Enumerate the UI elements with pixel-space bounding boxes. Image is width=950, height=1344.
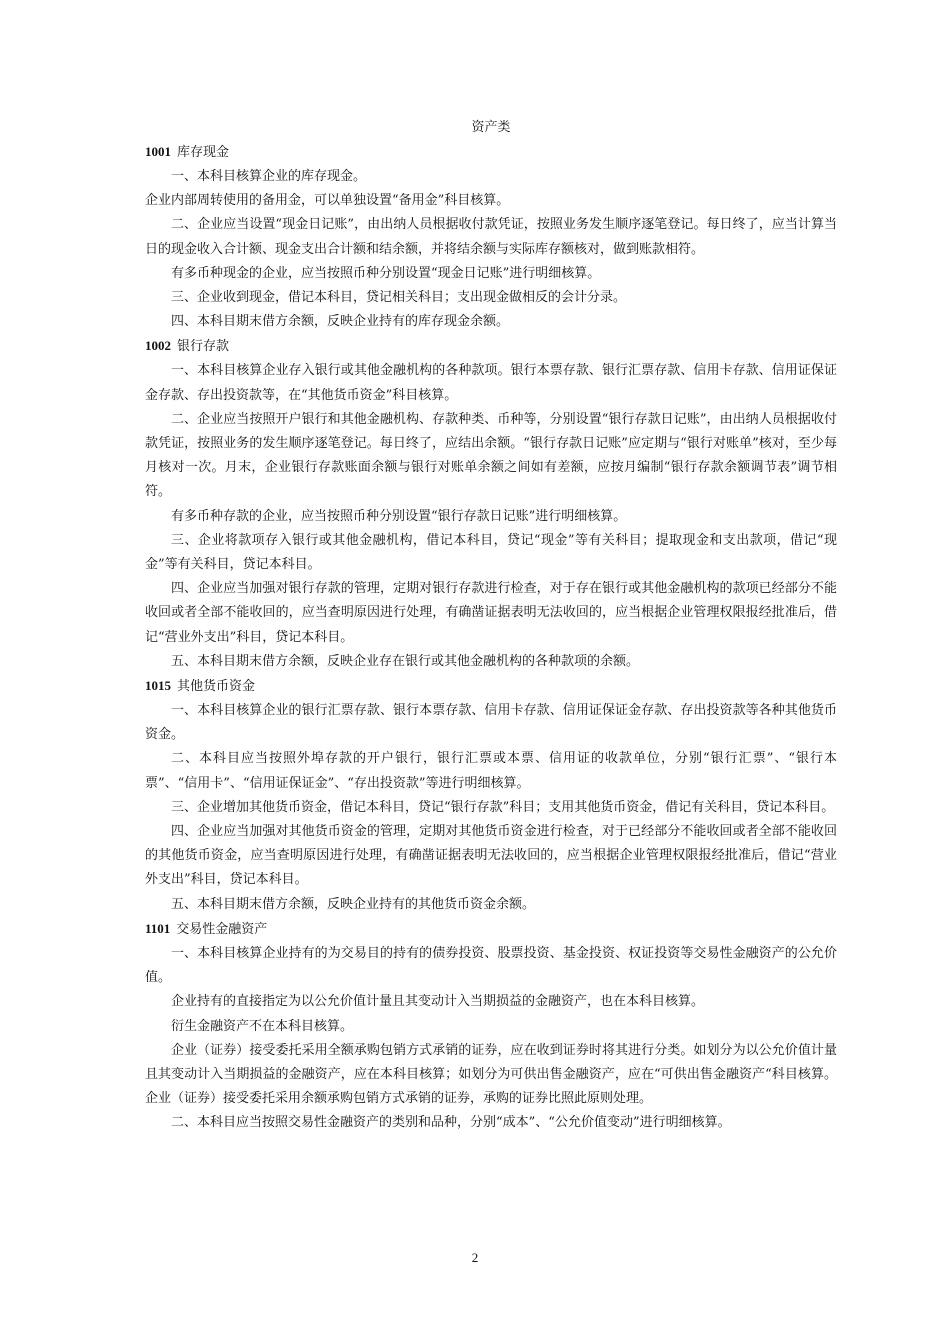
paragraph: 四、企业应当加强对银行存款的管理，定期对银行存款进行检查，对于存在银行或其他金融机构的款项已经部分不能收回或者全部不能收回的，应当查明原因进行处理，有确凿证据表明无法收回的，应当根据企业管理权限报经批准后，借记“营业外支出”科目，贷记本科目。 bbox=[145, 581, 837, 645]
account-code: 1001 bbox=[145, 144, 171, 159]
sections-container bbox=[145, 140, 837, 1136]
paragraph: 企业（证券）接受委托采用全额承购包销方式承销的证券，应在收到证券时将其进行分类。如划分为以公允价值计量且其变动计入当期损益的金融资产，应在本科目核算；如划分为可供出售金融资产，应在“可供出售金融资产“科目核算。企业（证券）接受委托采用余额承购包销方式承销的证券，承购的证券比照此原则处理。 bbox=[145, 1042, 837, 1107]
paragraph: 企业持有的直接指定为以公允价值计量且其变动计入当期损益的金融资产，也在本科目核算。 bbox=[171, 994, 705, 1010]
page-title: 资产类 bbox=[471, 120, 511, 135]
account-code: 1002 bbox=[145, 338, 171, 354]
paragraph: 二、本科目应当按照交易性金融资产的类别和品种，分别“成本”、“公允价值变动”进行明细核算。 bbox=[171, 1115, 731, 1131]
account-code: 1015 bbox=[145, 678, 171, 694]
page-content bbox=[145, 116, 837, 1136]
account-name: 银行存款 bbox=[177, 339, 230, 355]
paragraph: 衍生金融资产不在本科目核算。 bbox=[171, 1018, 354, 1034]
paragraph: 一、本科目核算企业存入银行或其他金融机构的各种款项。银行本票存款、银行汇票存款、信用卡存款、信用证保证金存款、存出投资款等，在“其他货币资金”科目核算。 bbox=[145, 363, 837, 403]
paragraph: 一、本科目核算企业持有的为交易目的持有的债券投资、股票投资、基金投资、权证投资等交易性金融资产的公允价值。 bbox=[145, 945, 837, 986]
paragraph: 三、企业增加其他货币资金，借记本科目，贷记“银行存款”科目；支用其他货币资金，借记有关科目，贷记本科目。 bbox=[171, 799, 835, 815]
paragraph: 五、本科目期末借方余额，反映企业持有的其他货币资金余额。 bbox=[171, 896, 536, 912]
paragraph: 有多币种存款的企业，应当按照币种分别设置“银行存款日记账”进行明细核算。 bbox=[171, 508, 627, 524]
paragraph: 二、本科目应当按照外埠存款的开户银行，银行汇票或本票、信用证的收款单位，分别“银行汇票”、“银行本票”、“信用卡”、“信用证保证金”、“存出投资款”等进行明细核算。 bbox=[145, 751, 837, 791]
paragraph: 一、本科目核算企业的库存现金。 bbox=[171, 169, 367, 184]
account-name: 库存现金 bbox=[177, 145, 230, 160]
paragraph: 三、企业收到现金，借记本科目，贷记相关科目；支出现金做相反的会计分录。 bbox=[171, 290, 627, 306]
paragraph: 二、企业应当按照开户银行和其他金融机构、存款种类、币种等，分别设置“银行存款日记账”，由出纳人员根据收付款凭证，按照业务的发生顺序逐笔登记。每日终了，应结出余额。“银行存款日记账”应定期与“银行对账单”核对，至少每月核对一次。月末，企业银行存款账面余额与银行对账单余额之间如有差额，应按月编制“银行存款余额调节表”调节相符。 bbox=[145, 411, 837, 500]
account-name: 其他货币资金 bbox=[177, 679, 256, 695]
paragraph: 企业内部周转使用的备用金，可以单独设置“备用金”科目核算。 bbox=[145, 193, 510, 209]
account-name: 交易性金融资产 bbox=[176, 921, 268, 937]
section-heading bbox=[145, 140, 837, 165]
paragraph: 四、本科目期末借方余额，反映企业持有的库存现金余额。 bbox=[171, 314, 510, 330]
paragraph: 五、本科目期末借方余额，反映企业存在银行或其他金融机构的各种款项的余额。 bbox=[171, 653, 640, 669]
section-heading bbox=[145, 674, 837, 699]
paragraph: 有多币种现金的企业，应当按照币种分别设置“现金日记账”进行明细核算。 bbox=[171, 265, 601, 281]
section-heading bbox=[145, 334, 837, 359]
section-heading bbox=[145, 917, 837, 942]
paragraph: 三、企业将款项存入银行或其他金融机构，借记本科目，贷记“现金”等有关科目；提取现金和支出款项，借记“现金”等有关科目，贷记本科目。 bbox=[145, 532, 837, 573]
paragraph: 一、本科目核算企业的银行汇票存款、银行本票存款、信用卡存款、信用证保证金存款、存出投资款等各种其他货币资金。 bbox=[145, 703, 837, 743]
paragraph: 四、企业应当加强对其他货币资金的管理，定期对其他货币资金进行检查，对于已经部分不能收回或者全部不能收回的其他货币资金，应当查明原因进行处理，有确凿证据表明无法收回的，应当根据企业管理权限报经批准后，借记“营业外支出”科目，贷记本科目。 bbox=[145, 824, 837, 888]
page-number: 2 bbox=[471, 1250, 479, 1265]
account-code: 1101 bbox=[145, 920, 171, 936]
paragraph: 二、企业应当设置“现金日记账”，由出纳人员根据收付款凭证，按照业务发生顺序逐笔登记。每日终了，应当计算当日的现金收入合计额、现金支出合计额和结余额，并将结余额与实际库存额核对，做到账款相符。 bbox=[145, 217, 837, 257]
